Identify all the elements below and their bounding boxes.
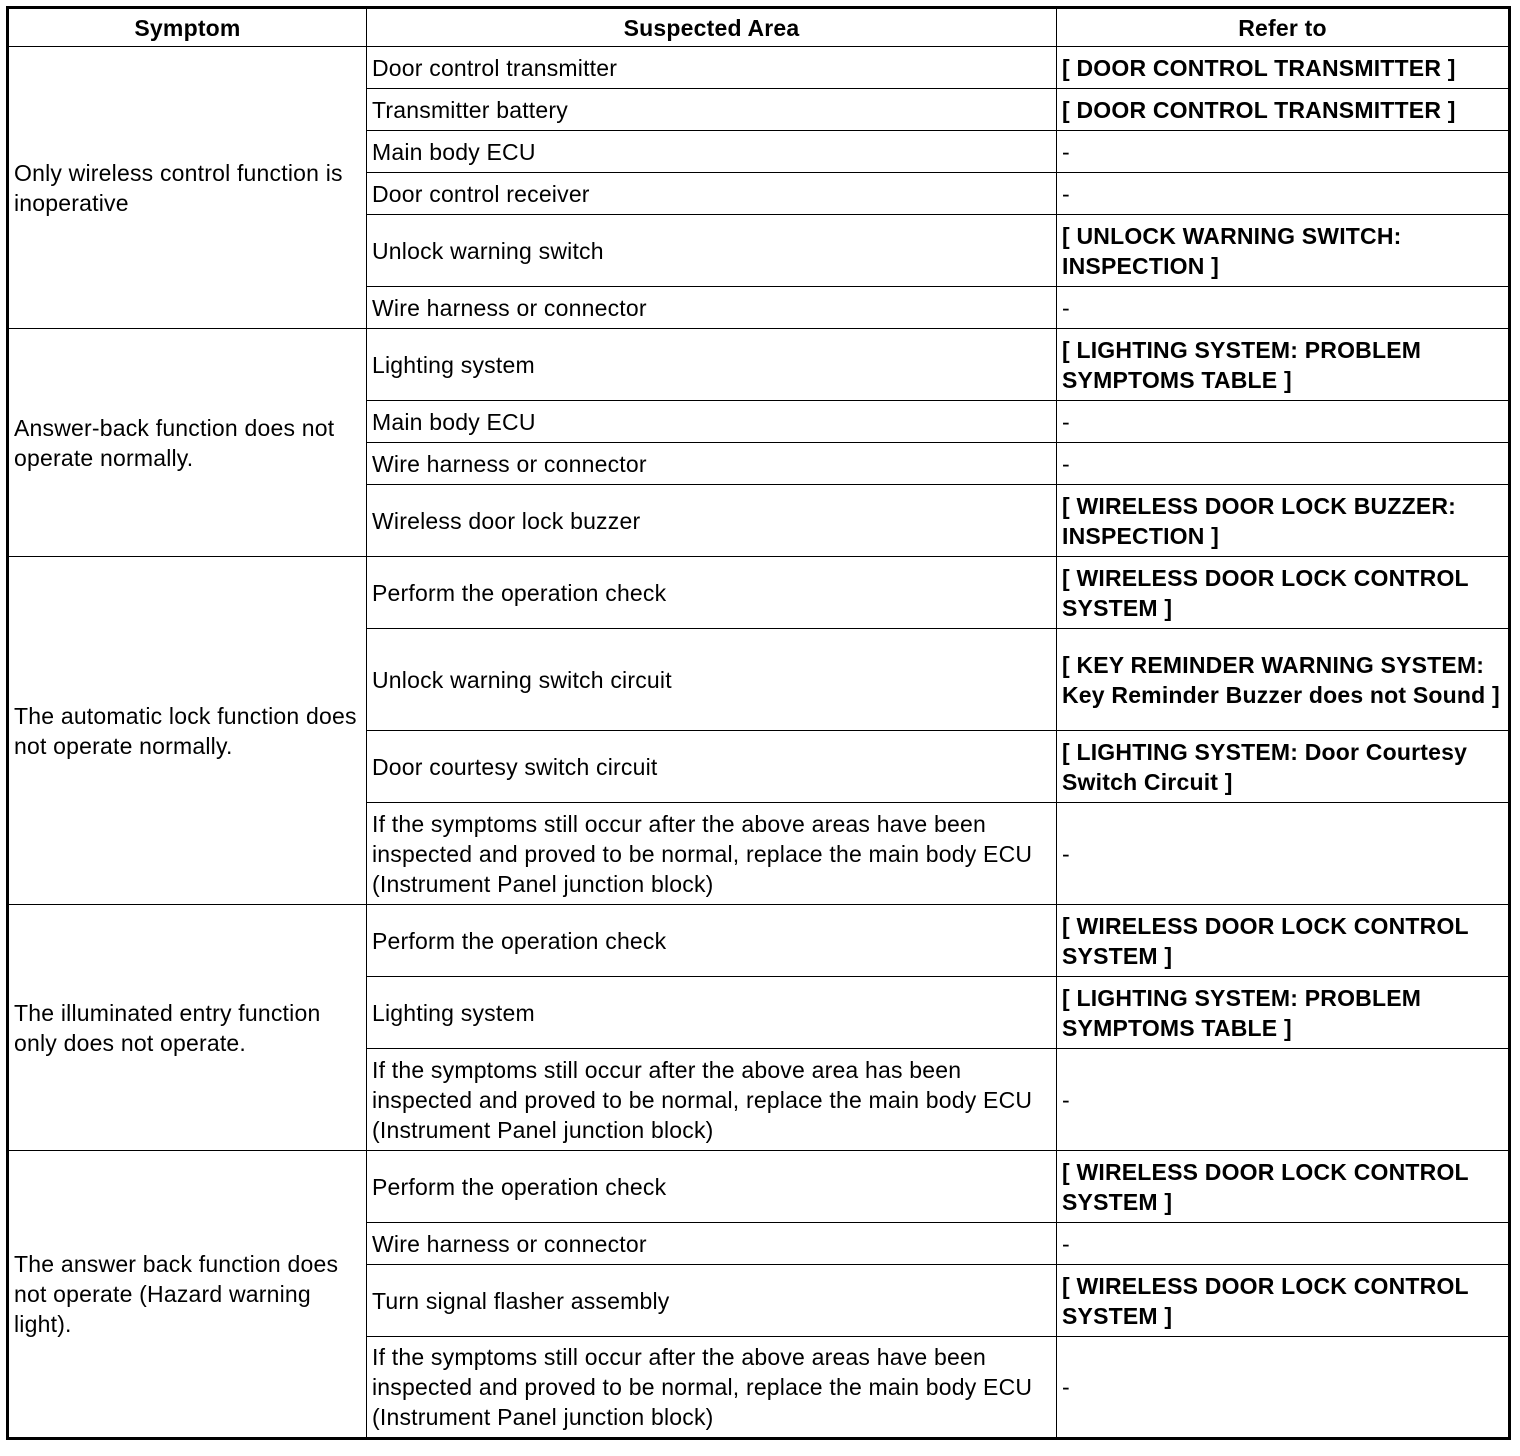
refer-to-cell: - (1057, 287, 1510, 329)
suspected-area-cell: If the symptoms still occur after the above areas have been inspected and proved to be normal, replace the main body ECU (Instrument Panel junction block) (367, 1337, 1057, 1439)
suspected-area-cell: Door control receiver (367, 173, 1057, 215)
suspected-area-cell: Lighting system (367, 977, 1057, 1049)
suspected-area-cell: Perform the operation check (367, 557, 1057, 629)
suspected-area-cell: Wire harness or connector (367, 287, 1057, 329)
refer-to-cell: [ DOOR CONTROL TRANSMITTER ] (1057, 89, 1510, 131)
suspected-area-cell: Wireless door lock buzzer (367, 485, 1057, 557)
refer-to-cell: [ LIGHTING SYSTEM: PROBLEM SYMPTOMS TABLE ] (1057, 329, 1510, 401)
suspected-area-cell: Main body ECU (367, 131, 1057, 173)
suspected-area-cell: Door control transmitter (367, 47, 1057, 89)
table-row (8, 557, 1510, 629)
table-row (8, 47, 1510, 89)
refer-to-cell: - (1057, 401, 1510, 443)
refer-to-cell: - (1057, 131, 1510, 173)
suspected-area-cell: Wire harness or connector (367, 1223, 1057, 1265)
suspected-area-cell: Turn signal flasher assembly (367, 1265, 1057, 1337)
suspected-area-cell: Unlock warning switch (367, 215, 1057, 287)
symptom-cell: Answer-back function does not operate normally. (8, 329, 367, 557)
refer-to-cell: - (1057, 443, 1510, 485)
suspected-area-cell: If the symptoms still occur after the above areas have been inspected and proved to be normal, replace the main body ECU (Instrument Panel junction block) (367, 803, 1057, 905)
header-suspected-area: Suspected Area (367, 8, 1057, 47)
suspected-area-cell: Lighting system (367, 329, 1057, 401)
problem-symptoms-table (6, 6, 1511, 1440)
symptom-cell: The illuminated entry function only does not operate. (8, 905, 367, 1151)
suspected-area-cell: If the symptoms still occur after the above area has been inspected and proved to be normal, replace the main body ECU (Instrument Panel junction block) (367, 1049, 1057, 1151)
refer-to-cell: [ WIRELESS DOOR LOCK CONTROL SYSTEM ] (1057, 557, 1510, 629)
refer-to-cell: [ KEY REMINDER WARNING SYSTEM: Key Reminder Buzzer does not Sound ] (1057, 629, 1510, 731)
header-refer-to: Refer to (1057, 8, 1510, 47)
refer-to-cell: - (1057, 1337, 1510, 1439)
refer-to-cell: [ LIGHTING SYSTEM: PROBLEM SYMPTOMS TABLE ] (1057, 977, 1510, 1049)
table-row (8, 329, 1510, 401)
refer-to-cell: - (1057, 1049, 1510, 1151)
refer-to-cell: [ UNLOCK WARNING SWITCH: INSPECTION ] (1057, 215, 1510, 287)
symptom-cell: The answer back function does not operate (Hazard warning light). (8, 1151, 367, 1439)
refer-to-cell: [ LIGHTING SYSTEM: Door Courtesy Switch Circuit ] (1057, 731, 1510, 803)
suspected-area-cell: Main body ECU (367, 401, 1057, 443)
refer-to-cell: [ WIRELESS DOOR LOCK BUZZER: INSPECTION ] (1057, 485, 1510, 557)
suspected-area-cell: Perform the operation check (367, 905, 1057, 977)
suspected-area-cell: Transmitter battery (367, 89, 1057, 131)
refer-to-cell: [ DOOR CONTROL TRANSMITTER ] (1057, 47, 1510, 89)
header-row (8, 8, 1510, 47)
refer-to-cell: - (1057, 1223, 1510, 1265)
suspected-area-cell: Perform the operation check (367, 1151, 1057, 1223)
refer-to-cell: [ WIRELESS DOOR LOCK CONTROL SYSTEM ] (1057, 1151, 1510, 1223)
suspected-area-cell: Wire harness or connector (367, 443, 1057, 485)
symptom-cell: The automatic lock function does not operate normally. (8, 557, 367, 905)
refer-to-cell: [ WIRELESS DOOR LOCK CONTROL SYSTEM ] (1057, 1265, 1510, 1337)
symptom-cell: Only wireless control function is inoperative (8, 47, 367, 329)
table-body (8, 47, 1510, 1439)
suspected-area-cell: Door courtesy switch circuit (367, 731, 1057, 803)
table-header (8, 8, 1510, 47)
suspected-area-cell: Unlock warning switch circuit (367, 629, 1057, 731)
refer-to-cell: [ WIRELESS DOOR LOCK CONTROL SYSTEM ] (1057, 905, 1510, 977)
header-symptom: Symptom (8, 8, 367, 47)
refer-to-cell: - (1057, 803, 1510, 905)
table-row (8, 905, 1510, 977)
table-row (8, 1151, 1510, 1223)
refer-to-cell: - (1057, 173, 1510, 215)
